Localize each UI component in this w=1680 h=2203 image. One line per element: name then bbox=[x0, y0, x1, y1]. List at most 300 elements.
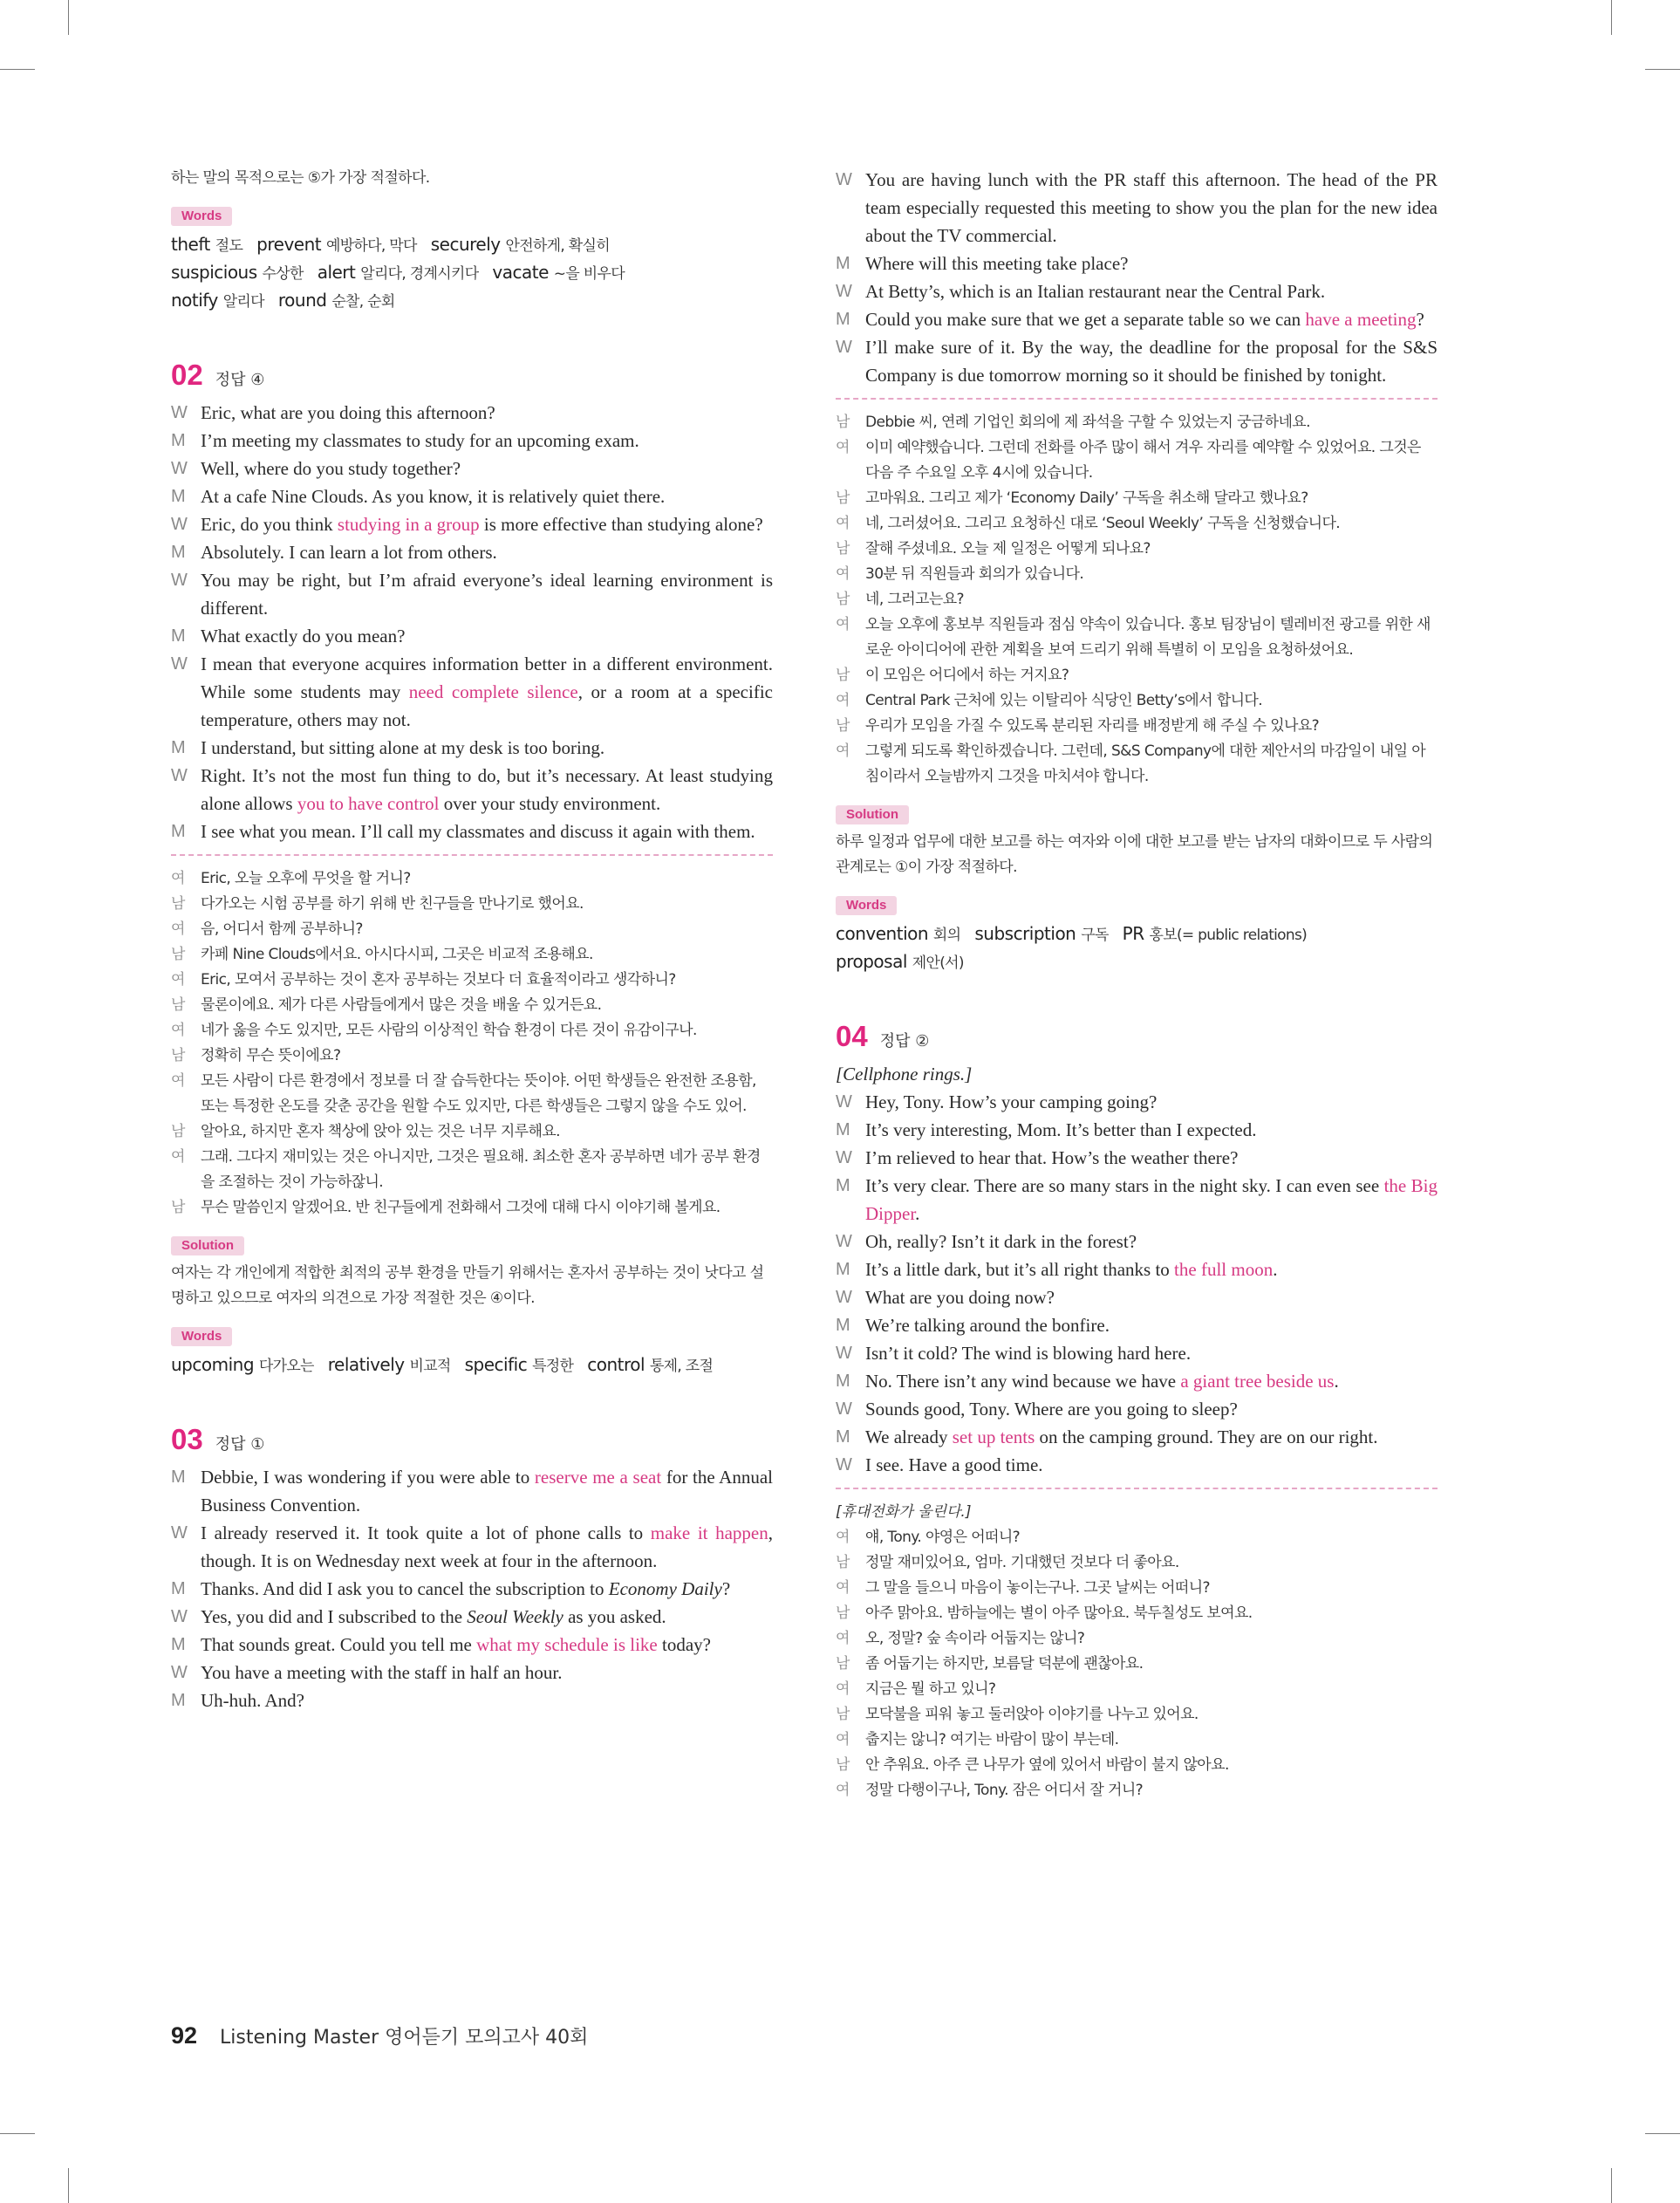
speaker-label: M bbox=[836, 1427, 850, 1447]
left-column bbox=[171, 166, 773, 1714]
dialogue-line bbox=[836, 1172, 1438, 1228]
translation-line bbox=[836, 663, 1438, 688]
dialogue-text bbox=[865, 166, 1438, 250]
speaker-label: 여 bbox=[836, 1529, 850, 1546]
speaker-label: 남 bbox=[836, 1604, 850, 1622]
speaker-label: 남 bbox=[171, 1199, 185, 1216]
text-run: No. There isn’t any wind because we have bbox=[865, 1371, 1181, 1392]
vocab-meaning: 회의 bbox=[932, 927, 961, 944]
translation-line bbox=[171, 1145, 773, 1195]
vocab-meaning: 통제, 조절 bbox=[649, 1358, 714, 1375]
highlighted-phrase: what my schedule is like bbox=[476, 1634, 658, 1655]
vocab-meaning: 특정한 bbox=[532, 1358, 574, 1375]
dialogue-text bbox=[865, 1116, 1438, 1144]
vocab-term: theft bbox=[171, 234, 210, 255]
vocab-term: control bbox=[587, 1354, 645, 1375]
translation-line bbox=[171, 866, 773, 892]
translation-line bbox=[171, 1119, 773, 1145]
dialogue-text bbox=[865, 1283, 1438, 1311]
speaker-label: W bbox=[171, 1663, 188, 1682]
speaker-label: M bbox=[836, 1176, 850, 1195]
vocab-term: prevent bbox=[256, 234, 322, 255]
text-run: ? bbox=[1416, 309, 1424, 330]
dialogue-text bbox=[201, 1659, 773, 1686]
dialogue-line bbox=[171, 455, 773, 482]
speaker-label: 여 bbox=[171, 920, 185, 938]
dialogue-text bbox=[865, 1423, 1438, 1451]
speaker-label: M bbox=[171, 1468, 186, 1487]
text-run: Hey, Tony. How’s your camping going? bbox=[865, 1091, 1158, 1112]
highlighted-phrase: the Big Dipper bbox=[865, 1175, 1438, 1224]
speaker-label: 여 bbox=[171, 971, 185, 989]
dialogue-text bbox=[201, 1575, 773, 1603]
question-header bbox=[836, 1020, 1438, 1053]
translation-text: 오, 정말? 숲 속이라 어둡지는 않니? bbox=[865, 1630, 1085, 1647]
right-column bbox=[836, 166, 1438, 1803]
vocab-meaning: ~을 비우다 bbox=[553, 265, 625, 283]
translation-text: 네가 옳을 수도 있지만, 모든 사람의 이상적인 학습 환경이 다른 것이 유감이구나. bbox=[201, 1022, 697, 1039]
text-run: I understand, but sitting alone at my desk is too boring. bbox=[201, 737, 605, 758]
vocab-term: convention bbox=[836, 923, 929, 944]
speaker-label: W bbox=[171, 1607, 188, 1626]
dialogue-text bbox=[865, 305, 1438, 333]
speaker-label: M bbox=[171, 543, 186, 562]
translation-text: 네, 그러고는요? bbox=[865, 591, 964, 608]
crop-mark bbox=[68, 2168, 69, 2203]
words-tag: Words bbox=[171, 207, 232, 226]
speaker-label: 여 bbox=[171, 1072, 185, 1090]
speaker-label: 여 bbox=[171, 870, 185, 887]
dialogue-line bbox=[836, 1283, 1438, 1311]
translation-line bbox=[171, 1018, 773, 1043]
speaker-label: 여 bbox=[836, 692, 850, 709]
vocab-meaning: 절도 bbox=[215, 237, 243, 255]
translation-line bbox=[171, 892, 773, 917]
text-run: What exactly do you mean? bbox=[201, 626, 406, 647]
speaker-label: 여 bbox=[836, 1731, 850, 1748]
translation-text: 춥지는 않니? 여기는 바람이 많이 부는데. bbox=[865, 1731, 1119, 1748]
translation-line bbox=[836, 688, 1438, 714]
dialogue-text bbox=[865, 1228, 1438, 1255]
dialogue-line bbox=[836, 1228, 1438, 1255]
vocab-term: alert bbox=[317, 262, 356, 283]
dialogue-line bbox=[836, 1255, 1438, 1283]
text-run: Eric, do you think bbox=[201, 514, 338, 535]
dialogue-text bbox=[865, 1339, 1438, 1367]
translation-line bbox=[836, 1525, 1438, 1550]
translation-text: 정말 다행이구나, Tony. 잠은 어디서 잘 거니? bbox=[865, 1782, 1144, 1799]
translation-stage-direction: [휴대전화가 울린다.] bbox=[836, 1503, 972, 1521]
dialogue-text bbox=[201, 1519, 773, 1575]
speaker-label: 여 bbox=[836, 1579, 850, 1597]
speaker-label: W bbox=[171, 515, 188, 534]
dialogue-text bbox=[201, 538, 773, 566]
text-run: It’s very interesting, Mom. It’s better than I expected. bbox=[865, 1119, 1257, 1140]
text-run: is more effective than studying alone? bbox=[479, 514, 763, 535]
translation-line bbox=[836, 537, 1438, 562]
dialogue-line bbox=[171, 399, 773, 427]
dialogue-line bbox=[171, 734, 773, 762]
translation-line bbox=[171, 1069, 773, 1119]
translation-text: 음, 어디서 함께 공부하니? bbox=[201, 920, 363, 938]
dialogue-line bbox=[171, 650, 773, 734]
crop-mark bbox=[0, 69, 35, 70]
text-run: Could you make sure that we get a separate table so we can bbox=[865, 309, 1306, 330]
text-run: I’m relieved to hear that. How’s the weather there? bbox=[865, 1147, 1239, 1168]
translation-line bbox=[171, 917, 773, 942]
speaker-label: M bbox=[836, 310, 850, 329]
dialogue-line bbox=[171, 482, 773, 510]
dialogue-line bbox=[836, 250, 1438, 277]
speaker-label: W bbox=[171, 571, 188, 590]
text-run: I’m meeting my classmates to study for an upcoming exam. bbox=[201, 430, 639, 451]
vocab-term: specific bbox=[464, 1354, 528, 1375]
translation-text: 이 모임은 어디에서 하는 거지요? bbox=[865, 667, 1069, 684]
translation-text: Eric, 오늘 오후에 무엇을 할 거니? bbox=[201, 870, 411, 887]
speaker-label: W bbox=[836, 170, 852, 189]
dialogue-line bbox=[171, 762, 773, 818]
translation-text: Eric, 모여서 공부하는 것이 혼자 공부하는 것보다 더 효율적이라고 생각하니? bbox=[201, 971, 676, 989]
translation-text: 잘해 주셨네요. 오늘 제 일정은 어떻게 되나요? bbox=[865, 540, 1151, 558]
translation-text: 그 말을 들으니 마음이 놓이는구나. 그곳 날씨는 어떠니? bbox=[865, 1579, 1210, 1597]
question-header bbox=[171, 1423, 773, 1456]
translation-text: Debbie 씨, 연례 기업인 회의에 제 좌석을 구할 수 있었는지 궁금하네요. bbox=[865, 414, 1310, 431]
dialogue-text bbox=[865, 333, 1438, 389]
text-run: today? bbox=[657, 1634, 711, 1655]
translation-text: 모든 사람이 다른 환경에서 정보를 더 잘 습득한다는 뜻이야. 어떤 학생들은 완전한 조용함, 또는 특정한 온도를 갖춘 공간을 원할 수도 있지만, 다른 학생들은 그렇지 않을 수도 있어. bbox=[201, 1072, 756, 1115]
dialogue-text bbox=[201, 622, 773, 650]
speaker-label: W bbox=[836, 1455, 852, 1474]
vocab-meaning: 알리다 bbox=[222, 293, 264, 311]
translation-line bbox=[171, 968, 773, 993]
speaker-label: M bbox=[836, 254, 850, 273]
text-run: Well, where do you study together? bbox=[201, 458, 461, 479]
text-run: Economy Daily bbox=[608, 1578, 722, 1599]
text-run: , or a room at a specific temperature, others may not. bbox=[201, 681, 773, 730]
dialogue-text bbox=[201, 762, 773, 818]
dialogue-text bbox=[201, 482, 773, 510]
text-run: We’re talking around the bonfire. bbox=[865, 1315, 1110, 1336]
dialogue-text bbox=[865, 1255, 1438, 1283]
speaker-label: 여 bbox=[836, 742, 850, 760]
text-run: I mean that everyone acquires information better in a different environment. While some students may bbox=[201, 653, 773, 702]
text-run: I see what you mean. I’ll call my classmates and discuss it again with them. bbox=[201, 821, 755, 842]
text-run: Where will this meeting take place? bbox=[865, 253, 1129, 274]
dialogue-text bbox=[201, 734, 773, 762]
speaker-label: 남 bbox=[836, 667, 850, 684]
translation-text: 이미 예약했습니다. 그런데 전화를 아주 많이 해서 겨우 자리를 예약할 수 있었어요. 그것은 다음 주 수요일 오후 4시에 있습니다. bbox=[865, 439, 1421, 482]
divider bbox=[836, 1488, 1438, 1489]
dialogue-text bbox=[865, 277, 1438, 305]
translation-line bbox=[171, 942, 773, 968]
translation-text: Central Park 근처에 있는 이탈리아 식당인 Betty’s에서 합니다. bbox=[865, 692, 1263, 709]
highlighted-phrase: reserve me a seat bbox=[534, 1467, 662, 1488]
translation-line bbox=[836, 714, 1438, 739]
highlighted-phrase: a giant tree beside us bbox=[1180, 1371, 1335, 1392]
answer-label: 정답 ② bbox=[879, 1032, 930, 1050]
translation-line bbox=[836, 1576, 1438, 1601]
speaker-label: 남 bbox=[836, 489, 850, 507]
words-line bbox=[836, 948, 1438, 976]
words-line bbox=[171, 231, 773, 259]
dialogue-line bbox=[171, 510, 773, 538]
dialogue-text bbox=[865, 1367, 1438, 1395]
speaker-label: M bbox=[171, 431, 186, 450]
text-run: I’ll make sure of it. By the way, the deadline for the proposal for the S&S Company is due tomorrow morning so it should be finished by tonight. bbox=[865, 337, 1438, 386]
vocab-term: notify bbox=[171, 290, 218, 311]
solution-text: 여자는 각 개인에게 적합한 최적의 공부 환경을 만들기 위해서는 혼자서 공부하는 것이 낫다고 설명하고 있으므로 여자의 의견으로 가장 적절한 것은 ④이다. bbox=[171, 1264, 764, 1307]
words-line bbox=[171, 1351, 773, 1379]
speaker-label: 여 bbox=[171, 1022, 185, 1039]
text-run: I already reserved it. It took quite a lot of phone calls to bbox=[201, 1522, 651, 1543]
highlighted-phrase: you to have control bbox=[297, 793, 440, 814]
speaker-label: W bbox=[836, 338, 852, 357]
divider bbox=[171, 854, 773, 856]
speaker-label: M bbox=[171, 1635, 186, 1654]
speaker-label: 남 bbox=[836, 540, 850, 558]
text-run: Debbie, I was wondering if you were able to bbox=[201, 1467, 535, 1488]
translation-line bbox=[836, 1778, 1438, 1803]
page-number: 92 bbox=[171, 2022, 198, 2049]
translation-text: 아주 맑아요. 밤하늘에는 별이 아주 많아요. 북두칠성도 보여요. bbox=[865, 1604, 1253, 1622]
stage-direction: [Cellphone rings.] bbox=[836, 1064, 973, 1084]
dialogue-line bbox=[171, 622, 773, 650]
speaker-label: W bbox=[836, 1288, 852, 1307]
speaker-label: 남 bbox=[836, 717, 850, 735]
dialogue-text bbox=[865, 1395, 1438, 1423]
translation-text: 정확히 무슨 뜻이에요? bbox=[201, 1047, 341, 1064]
text-run: Yes, you did and I subscribed to the bbox=[201, 1606, 468, 1627]
question-number: 03 bbox=[171, 1423, 203, 1455]
translation-line bbox=[836, 1601, 1438, 1626]
text-run: We already bbox=[865, 1426, 953, 1447]
words-line bbox=[171, 259, 773, 287]
dialogue-line bbox=[171, 1575, 773, 1603]
solution-text: 하루 일정과 업무에 대한 보고를 하는 여자와 이에 대한 보고를 받는 남자의 대화이므로 두 사람의 관계로는 ①이 가장 적절하다. bbox=[836, 833, 1433, 876]
dialogue-line bbox=[836, 1339, 1438, 1367]
text-run: Uh-huh. And? bbox=[201, 1690, 304, 1711]
dialogue-text bbox=[865, 250, 1438, 277]
translation-text: 지금은 뭘 하고 있니? bbox=[865, 1680, 996, 1698]
dialogue-text bbox=[865, 1144, 1438, 1172]
translation-line bbox=[836, 435, 1438, 486]
dialogue-line bbox=[171, 1463, 773, 1519]
translation-text: 다가오는 시험 공부를 하기 위해 반 친구들을 만나기로 했어요. bbox=[201, 895, 584, 913]
solution-tag: Solution bbox=[836, 805, 909, 824]
dialogue-text bbox=[201, 510, 773, 538]
dialogue-text bbox=[201, 1463, 773, 1519]
vocab-term: relatively bbox=[327, 1354, 405, 1375]
translation-text: 좀 어둡기는 하지만, 보름달 덕분에 괜찮아요. bbox=[865, 1655, 1144, 1673]
dialogue-line bbox=[171, 818, 773, 845]
speaker-label: M bbox=[171, 1691, 186, 1710]
text-run: At Betty’s, which is an Italian restaurant near the Central Park. bbox=[865, 281, 1326, 302]
highlighted-phrase: studying in a group bbox=[337, 514, 480, 535]
translation-line bbox=[171, 993, 773, 1018]
text-run: At a cafe Nine Clouds. As you know, it is relatively quiet there. bbox=[201, 486, 666, 507]
dialogue-line bbox=[836, 277, 1438, 305]
translation-text: 30분 뒤 직원들과 회의가 있습니다. bbox=[865, 565, 1084, 583]
words-block bbox=[836, 920, 1438, 976]
dialogue-text bbox=[865, 1311, 1438, 1339]
crop-mark bbox=[1645, 69, 1680, 70]
translation-line bbox=[836, 1728, 1438, 1753]
dialogue-line bbox=[171, 1686, 773, 1714]
speaker-label: 남 bbox=[171, 1047, 185, 1064]
speaker-label: 여 bbox=[836, 1680, 850, 1698]
translation-text: 우리가 모임을 가질 수 있도록 분리된 자리를 배정받게 해 주실 수 있나요? bbox=[865, 717, 1320, 735]
speaker-label: 남 bbox=[836, 414, 850, 431]
speaker-label: 여 bbox=[836, 616, 850, 633]
translation-text: 그래. 그다지 재미있는 것은 아니지만, 그것은 필요해. 최소한 혼자 공부하면 네가 공부 환경을 조절하는 것이 가능하잖니. bbox=[201, 1148, 761, 1191]
text-run: What are you doing now? bbox=[865, 1287, 1055, 1308]
text-run: That sounds great. Could you tell me bbox=[201, 1634, 477, 1655]
vocab-meaning: 제안(서) bbox=[912, 954, 964, 972]
translation-text: 안 추워요. 아주 큰 나무가 옆에 있어서 바람이 불지 않아요. bbox=[865, 1756, 1229, 1774]
dialogue-text bbox=[201, 650, 773, 734]
dialogue-text bbox=[201, 399, 773, 427]
question-number: 04 bbox=[836, 1020, 868, 1052]
translation-text: 물론이에요. 제가 다른 사람들에게서 많은 것을 배울 수 있거든요. bbox=[201, 996, 602, 1014]
text-run: Right. It’s not the most fun thing to do, but it’s necessary. At least studying alone allows bbox=[201, 765, 773, 814]
translation bbox=[836, 410, 1438, 790]
translation-text: 오늘 오후에 홍보부 직원들과 점심 약속이 있습니다. 홍보 팀장님이 텔레비전 광고를 위한 새로운 아이디어에 관한 계획을 보여 드리기 위해 특별히 이 모임을 요청하셨어요. bbox=[865, 616, 1431, 659]
dialogue-line bbox=[171, 1659, 773, 1686]
speaker-label: M bbox=[171, 822, 186, 841]
text-run: . bbox=[1273, 1259, 1278, 1280]
dialogue-text bbox=[201, 455, 773, 482]
text-run: . bbox=[915, 1203, 920, 1224]
solution-tag: Solution bbox=[171, 1236, 244, 1255]
speaker-label: 여 bbox=[836, 1782, 850, 1799]
vocab-meaning: 예방하다, 막다 bbox=[325, 237, 417, 255]
speaker-label: W bbox=[836, 282, 852, 301]
speaker-label: W bbox=[836, 1232, 852, 1251]
speaker-label: W bbox=[836, 1092, 852, 1112]
dialogue-text bbox=[865, 1088, 1438, 1116]
dialogue-line bbox=[171, 1603, 773, 1631]
translation-line bbox=[836, 562, 1438, 587]
text-run: You may be right, but I’m afraid everyone’s ideal learning environment is different. bbox=[201, 570, 773, 619]
speaker-label: W bbox=[171, 403, 188, 422]
vocab-meaning: 구독 bbox=[1081, 927, 1109, 944]
page-footer bbox=[171, 2022, 588, 2049]
speaker-label: W bbox=[171, 654, 188, 674]
speaker-label: M bbox=[171, 487, 186, 506]
vocab-meaning: 안전하게, 확실히 bbox=[505, 237, 610, 255]
speaker-label: 남 bbox=[836, 591, 850, 608]
translation-line bbox=[836, 1702, 1438, 1728]
crop-mark bbox=[1611, 0, 1612, 35]
dialogue-text bbox=[201, 427, 773, 455]
translation-line bbox=[836, 1652, 1438, 1677]
text-run: Oh, really? Isn’t it dark in the forest? bbox=[865, 1231, 1137, 1252]
dialogue-line bbox=[171, 427, 773, 455]
vocab-meaning: 알리다, 경계시키다 bbox=[360, 265, 479, 283]
vocab-term: securely bbox=[430, 234, 501, 255]
speaker-label: M bbox=[171, 1579, 186, 1598]
vocab-meaning: 수상한 bbox=[262, 265, 304, 283]
dialogue bbox=[171, 399, 773, 845]
vocab-term: suspicious bbox=[171, 262, 257, 283]
divider bbox=[836, 398, 1438, 400]
text-run: Isn’t it cold? The wind is blowing hard here. bbox=[865, 1343, 1192, 1364]
dialogue bbox=[836, 166, 1438, 389]
speaker-label: 여 bbox=[836, 439, 850, 456]
text-run: You have a meeting with the staff in half an hour. bbox=[201, 1662, 563, 1683]
answer-label: 정답 ① bbox=[215, 1435, 265, 1454]
text-run: It’s a little dark, but it’s all right thanks to bbox=[865, 1259, 1175, 1280]
words-tag: Words bbox=[171, 1327, 232, 1346]
book-title: Listening Master 영어듣기 모의고사 40회 bbox=[220, 2027, 589, 2049]
vocab-term: subscription bbox=[974, 923, 1076, 944]
speaker-label: M bbox=[836, 1316, 850, 1335]
speaker-label: 남 bbox=[171, 946, 185, 963]
text-run: over your study environment. bbox=[439, 793, 661, 814]
speaker-label: W bbox=[836, 1399, 852, 1419]
dialogue-line bbox=[836, 1395, 1438, 1423]
vocab-term: PR bbox=[1122, 923, 1144, 944]
translation bbox=[171, 866, 773, 1221]
translation-text: 무슨 말씀인지 알겠어요. 반 친구들에게 전화해서 그것에 대해 다시 이야기해 볼게요. bbox=[201, 1199, 720, 1216]
speaker-label: 남 bbox=[836, 1756, 850, 1774]
speaker-label: 남 bbox=[171, 895, 185, 913]
speaker-label: W bbox=[171, 459, 188, 478]
crop-mark bbox=[1645, 2133, 1680, 2134]
translation-line bbox=[836, 739, 1438, 790]
highlighted-phrase: the full moon bbox=[1174, 1259, 1274, 1280]
question-header bbox=[171, 359, 773, 392]
dialogue-line bbox=[836, 1367, 1438, 1395]
dialogue-line bbox=[171, 1519, 773, 1575]
text-run: Thanks. And did I ask you to cancel the subscription to bbox=[201, 1578, 609, 1599]
translation-line bbox=[836, 1677, 1438, 1702]
dialogue-text bbox=[865, 1451, 1438, 1479]
translation-text: 얘, Tony. 야영은 어떠니? bbox=[865, 1529, 1021, 1546]
text-run: ? bbox=[721, 1578, 731, 1599]
dialogue bbox=[171, 1463, 773, 1714]
speaker-label: 남 bbox=[836, 1706, 850, 1723]
vocab-meaning: 다가오는 bbox=[258, 1358, 314, 1375]
crop-mark bbox=[0, 2133, 35, 2134]
highlighted-phrase: need complete silence bbox=[408, 681, 578, 702]
translation-text: 모닥불을 피워 놓고 둘러앉아 이야기를 나누고 있어요. bbox=[865, 1706, 1199, 1723]
dialogue-text bbox=[201, 1603, 773, 1631]
speaker-label: M bbox=[836, 1120, 850, 1139]
translation-line bbox=[836, 511, 1438, 537]
speaker-label: 여 bbox=[836, 1630, 850, 1647]
words-line bbox=[836, 920, 1438, 948]
translation-line bbox=[836, 486, 1438, 511]
speaker-label: M bbox=[171, 626, 186, 646]
dialogue-text bbox=[201, 1631, 773, 1659]
highlighted-phrase: make it happen bbox=[650, 1522, 768, 1543]
speaker-label: 남 bbox=[171, 996, 185, 1014]
dialogue-line bbox=[836, 1451, 1438, 1479]
speaker-label: W bbox=[171, 1523, 188, 1543]
speaker-label: M bbox=[836, 1372, 850, 1391]
vocab-term: upcoming bbox=[171, 1354, 255, 1375]
speaker-label: 남 bbox=[836, 1655, 850, 1673]
speaker-label: W bbox=[836, 1148, 852, 1167]
words-tag: Words bbox=[836, 896, 897, 915]
translation-text: 고마워요. 그리고 제가 ‘Economy Daily’ 구독을 취소해 달라고 했나요? bbox=[865, 489, 1308, 507]
dialogue-text bbox=[201, 566, 773, 622]
vocab-term: proposal bbox=[836, 951, 907, 972]
translation-text: 네, 그러셨어요. 그리고 요청하신 대로 ‘Seoul Weekly’ 구독을 신청했습니다. bbox=[865, 515, 1341, 532]
dialogue-line bbox=[836, 305, 1438, 333]
text-run: Seoul Weekly bbox=[467, 1606, 563, 1627]
